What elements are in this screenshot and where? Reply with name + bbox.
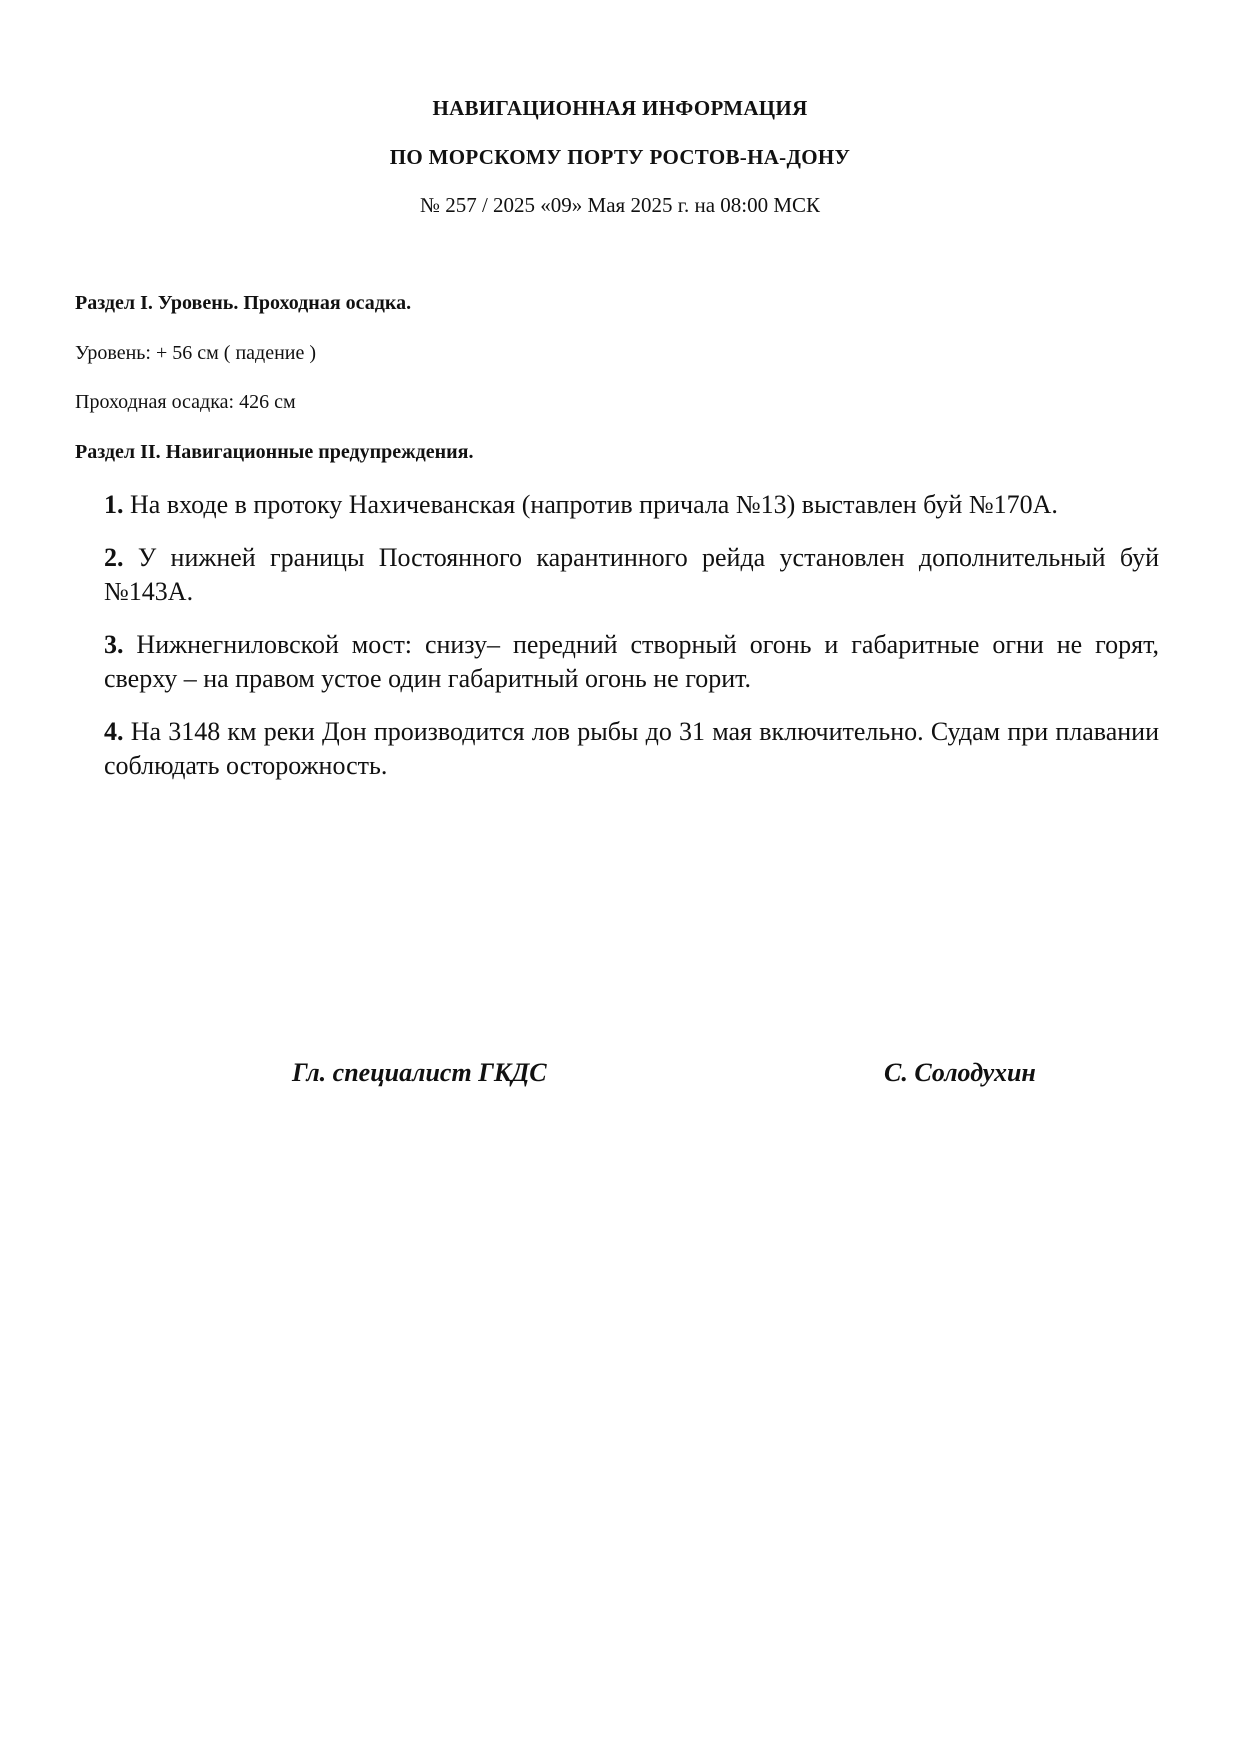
warning-item [104,628,1159,696]
issue-number-date: № 257 / 2025 «09» Мая 2025 г. на 08:00 МСК [419,193,821,217]
document-title-line-1: НАВИГАЦИОННАЯ ИНФОРМАЦИЯ [432,96,808,120]
warning-item [104,715,1159,783]
warning-text: На 3148 км реки Дон производится лов рыбы до 31 мая включительно. Судам при плавании соблюдать осторожность. [104,717,1159,780]
signatory-position: Гл. специалист ГКДС [292,1058,547,1087]
warning-number: 1. [104,490,124,519]
section-1-heading: Раздел I. Уровень. Проходная осадка. [75,292,412,314]
warning-text: Нижнегниловской мост: снизу– передний створный огонь и габаритные огни не горят, сверху – на правом устое один габаритный огонь не горит. [104,630,1159,693]
warning-number: 3. [104,630,124,659]
warning-text: На входе в протоку Нахичеванская (напротив причала №13) выставлен буй №170А. [123,490,1058,519]
warning-item [104,488,1159,522]
section-2-heading: Раздел II. Навигационные предупреждения. [75,441,474,463]
warning-number: 2. [104,543,124,572]
warning-item [104,541,1159,609]
signatory-name: С. Солодухин [884,1058,1036,1087]
warning-number: 4. [104,717,124,746]
navigation-warnings-list [104,488,1159,802]
water-level: Уровень: + 56 см ( падение ) [75,342,317,364]
warning-text: У нижней границы Постоянного карантинного рейда установлен дополнительный буй №143А. [104,543,1159,606]
passage-draft: Проходная осадка: 426 см [75,391,296,413]
document-title-line-2: ПО МОРСКОМУ ПОРТУ РОСТОВ-НА-ДОНУ [389,145,851,169]
